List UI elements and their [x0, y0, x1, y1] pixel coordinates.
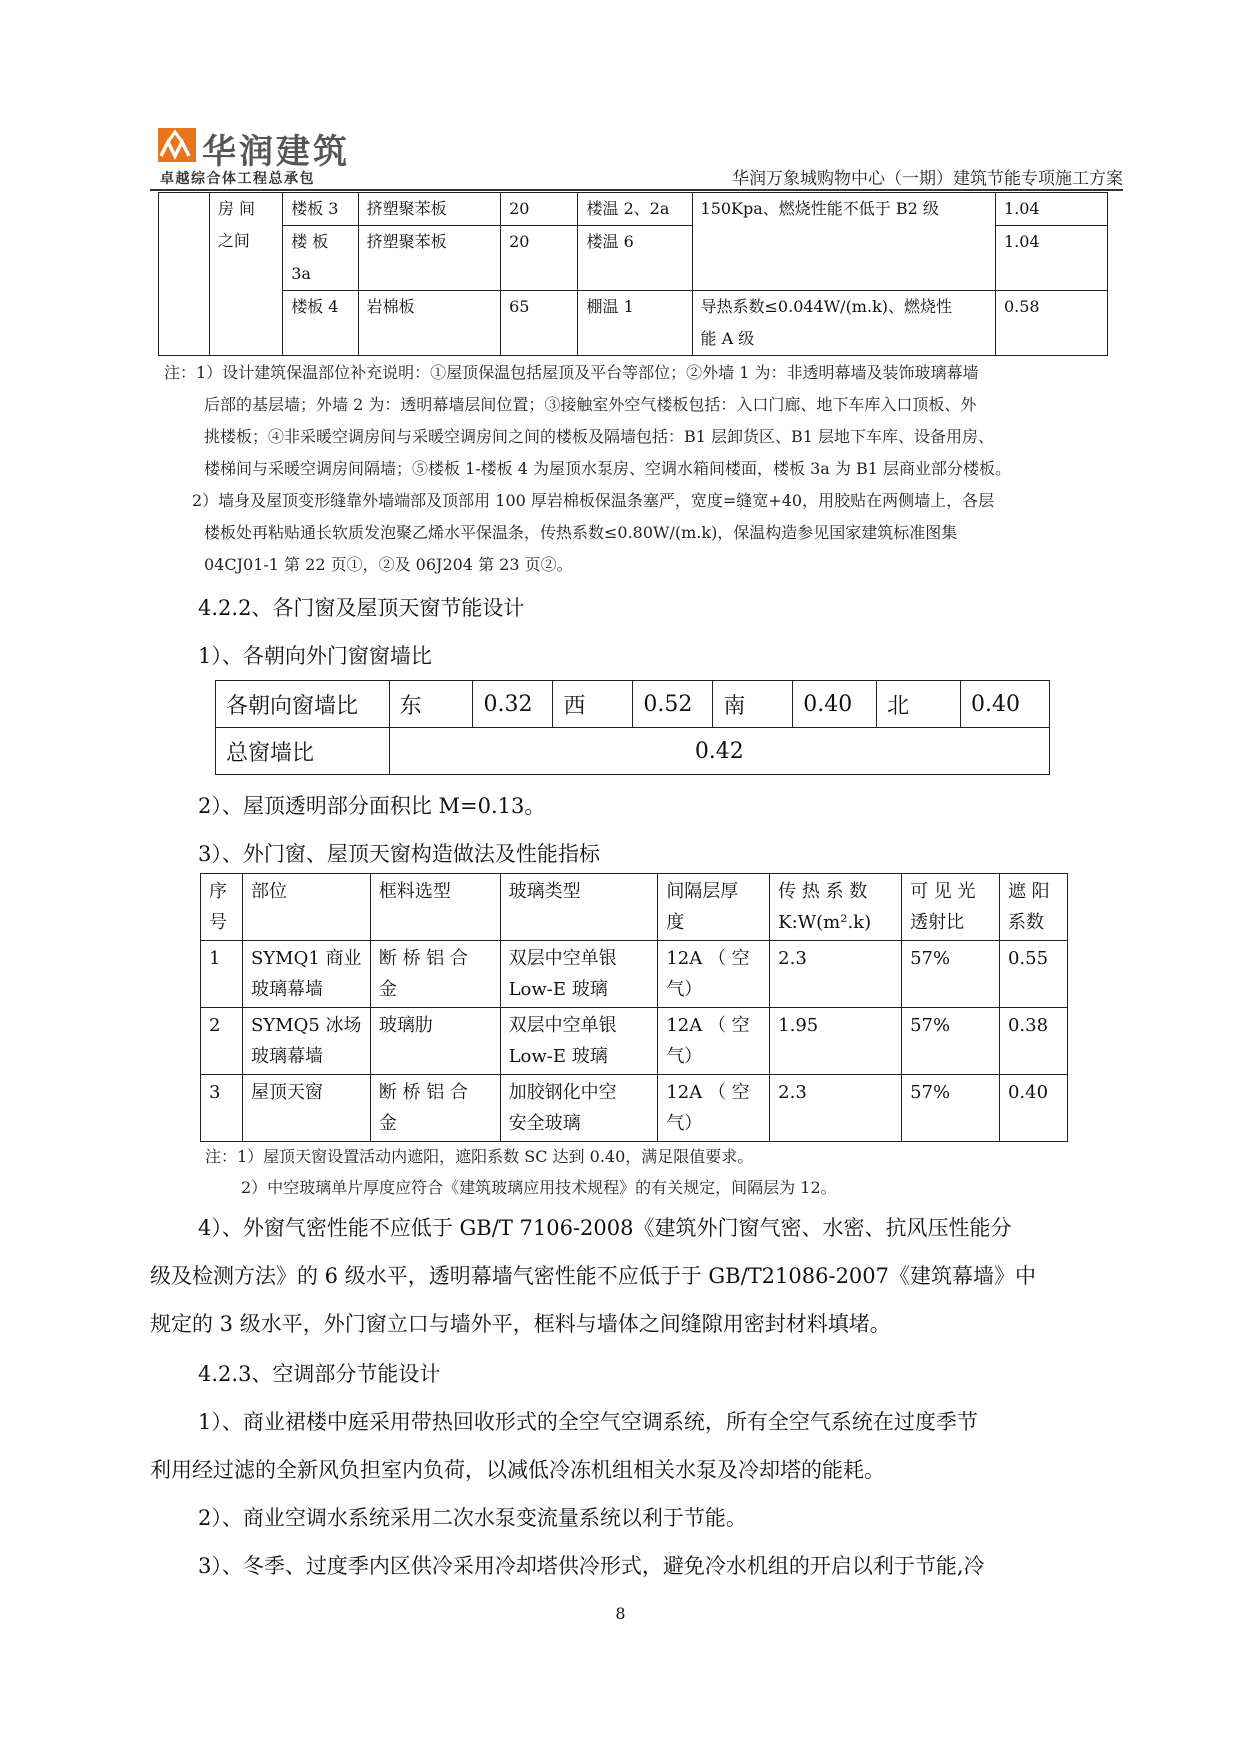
cell-text: 屋顶天窗: [250, 1082, 323, 1103]
table-row: [201, 1075, 1068, 1142]
cell-text: [379, 1041, 492, 1072]
page-number: 8: [615, 1604, 626, 1623]
cell-text: 气）: [666, 1046, 703, 1067]
table-cell: [658, 941, 770, 1008]
company-slogan: 卓越综合体工程总承包: [160, 171, 315, 187]
text-line: 规定的 3 级水平，外门窗立口与墙外平，框料与墙体之间缝隙用密封材料填堵。: [150, 1312, 891, 1336]
table-cell: 65: [501, 291, 578, 356]
cell-text: 12A （ 空: [666, 948, 750, 969]
cell-text: 气）: [666, 1113, 703, 1134]
table-row: [159, 291, 1108, 356]
table-cell: [283, 226, 358, 291]
cell-text: 玻璃肋: [378, 1015, 433, 1036]
header-text: 透射比: [910, 912, 965, 933]
table-cell: 南: [713, 681, 793, 728]
table-cell: 1: [201, 941, 243, 1008]
header-text: 间隔层厚: [666, 881, 739, 902]
note-line: 2）中空玻璃单片厚度应符合《建筑玻璃应用技术规程》的有关规定，间隔层为 12。: [241, 1178, 837, 1197]
column-header: [201, 874, 243, 941]
cell-text: 3a: [291, 264, 311, 283]
table-cell: 棚温 1: [578, 291, 692, 356]
header-text: 可 见 光: [910, 881, 976, 902]
table-cell: [242, 941, 370, 1008]
subsection-heading: 2）、屋顶透明部分面积比 M=0.13。: [198, 794, 546, 818]
column-header: 玻璃类型: [500, 874, 658, 941]
section-422: [150, 584, 1118, 680]
logo-mark-icon: [158, 128, 196, 162]
table-cell: 57%: [902, 941, 1000, 1008]
cell-text: 能 A 级: [700, 329, 755, 348]
note-line: 04CJ01-1 第 22 页①，②及 06J204 第 23 页②。: [204, 555, 573, 574]
table-row: [159, 193, 1108, 226]
cell-text: 断 桥 铝 合: [378, 1082, 469, 1103]
table-cell: 楼温 2、2a: [578, 193, 692, 226]
table-cell: 3: [201, 1075, 243, 1142]
table-cell: 0.40: [793, 681, 877, 728]
table-cell: [370, 1075, 500, 1142]
table-cell: 0.32: [473, 681, 553, 728]
text-line: 4）、外窗气密性能不应低于 GB/T 7106-2008《建筑外门窗气密、水密、抗风压性能分: [198, 1216, 1012, 1240]
cell-text: 金: [378, 1113, 397, 1134]
table-cell: 0.40: [999, 1075, 1067, 1142]
cell-text: 加胶钢化中空: [508, 1082, 617, 1103]
airtightness-paragraph: [150, 1204, 1118, 1348]
company-name: 华润建筑: [202, 132, 350, 172]
table-cell: 西: [553, 681, 633, 728]
column-header: [902, 874, 1000, 941]
table-cell: 57%: [902, 1008, 1000, 1075]
cell-text: 玻璃幕墙: [250, 979, 323, 1000]
section-422-cont: [150, 782, 1118, 878]
column-header: 框料选型: [370, 874, 500, 941]
header-text: 度: [666, 912, 685, 933]
note-line: 后部的基层墙；外墙 2 为：透明幕墙层间位置；③接触室外空气楼板包括：入口门廊、地下车库入口顶板、外: [204, 395, 977, 414]
section-423: [150, 1350, 1118, 1590]
table-cell: 楼温 6: [578, 226, 692, 291]
insulation-table: [158, 192, 1108, 356]
table-cell: 0.58: [995, 291, 1107, 356]
note-line: 挑楼板；④非采暖空调房间与采暖空调房间之间的楼板及隔墙包括：B1 层卸货区、B1 层地下车库、设备用房、: [204, 427, 995, 446]
table-cell: [658, 1075, 770, 1142]
table-cell: [500, 1008, 658, 1075]
table-cell: 岩棉板: [358, 291, 501, 356]
cell-text: 安全玻璃: [508, 1113, 581, 1134]
table-row: [201, 1008, 1068, 1075]
header-text: K:W(m².k): [778, 912, 872, 933]
cell-text: 楼 板: [291, 232, 329, 251]
table-cell: 东: [389, 681, 473, 728]
cell-text: 双层中空单银: [508, 948, 617, 969]
table-cell: 北: [877, 681, 961, 728]
cell-text: 气）: [666, 979, 703, 1000]
table-cell: 20: [501, 226, 578, 291]
note-line: 楼梯间与采暖空调房间隔墙；⑤楼板 1-楼板 4 为屋顶水泵房、空调水箱间楼面，楼板 3a 为 B1 层商业部分楼板。: [204, 459, 1012, 478]
table-cell: 1.04: [995, 193, 1107, 226]
table-cell: [658, 1008, 770, 1075]
note-line: 楼板处再粘贴通长软质发泡聚乙烯水平保温条，传热系数≤0.80W/(m.k)，保温构造参见国家建筑标准图集: [204, 523, 958, 542]
document-title: 华润万象城购物中心（一期）建筑节能专项施工方案: [732, 169, 1123, 189]
table-header-row: [201, 874, 1068, 941]
table-cell: [370, 1008, 500, 1075]
text-line: 2）、商业空调水系统采用二次水泵变流量系统以利于节能。: [198, 1506, 747, 1530]
column-header: [658, 874, 770, 941]
cell-text: 断 桥 铝 合: [378, 948, 469, 969]
table-cell: 总窗墙比: [216, 728, 390, 775]
table-cell: 1.95: [770, 1008, 902, 1075]
table-cell: 楼板 3: [283, 193, 358, 226]
cell-text: 双层中空单银: [508, 1015, 617, 1036]
section-heading: 4.2.2、各门窗及屋顶天窗节能设计: [198, 596, 525, 620]
table-cell: 20: [501, 193, 578, 226]
cell-text: 12A （ 空: [666, 1015, 750, 1036]
table-notes: [164, 357, 1124, 581]
company-logo: [158, 124, 358, 186]
table-cell: 挤塑聚苯板: [358, 193, 501, 226]
table-cell: 0.40: [961, 681, 1050, 728]
column-header: 部位: [242, 874, 370, 941]
table-cell: 挤塑聚苯板: [358, 226, 501, 291]
note-line: 注：1）设计建筑保温部位补充说明：①屋顶保温包括屋顶及平台等部位；②外墙 1 为：非透明幕墙及装饰玻璃幕墙: [164, 363, 979, 382]
header-text: 序: [209, 881, 227, 902]
cell-text: SYMQ1 商业: [250, 948, 362, 969]
table-cell: 各朝向窗墙比: [216, 681, 390, 728]
text-line: 利用经过滤的全新风负担室内负荷，以减低冷冻机组相关水泵及冷却塔的能耗。: [150, 1458, 885, 1482]
header-text: 传 热 系 数: [778, 881, 868, 902]
table-cell: [242, 1075, 370, 1142]
header-text: 遮 阳: [1007, 881, 1050, 902]
table-cell: 2: [201, 1008, 243, 1075]
table-cell: [242, 1008, 370, 1075]
cell-text: 12A （ 空: [666, 1082, 750, 1103]
header-text: 系数: [1007, 912, 1044, 933]
table-cell: 0.38: [999, 1008, 1067, 1075]
text-line: 3）、冬季、过度季内区供冷采用冷却塔供冷形式，避免冷水机组的开启以利于节能,冷: [198, 1554, 985, 1578]
cell-text: [251, 1108, 362, 1139]
table-cell: 楼板 4: [283, 291, 358, 356]
table-cell: 57%: [902, 1075, 1000, 1142]
table-cell: [500, 1075, 658, 1142]
table-cell: [159, 193, 210, 356]
text-line: 级及检测方法》的 6 级水平，透明幕墙气密性能不应低于于 GB/T21086-2007《建筑幕墙》中: [150, 1264, 1037, 1288]
table-cell: 1.04: [995, 226, 1107, 291]
table-cell: [209, 193, 282, 356]
cell-text: 导热系数≤0.044W/(m.k)、燃烧性: [700, 297, 953, 316]
subsection-heading: 3）、外门窗、屋顶天窗构造做法及性能指标: [198, 842, 600, 866]
cell-text: 金: [378, 979, 397, 1000]
table-row: [216, 681, 1050, 728]
text-line: 1）、商业裙楼中庭采用带热回收形式的全空气空调系统，所有全空气系统在过度季节: [198, 1410, 978, 1434]
note-line: 2）墙身及屋顶变形缝靠外墙端部及顶部用 100 厚岩棉板保温条塞严，宽度=缝宽+40，用胶贴在两侧墙上，各层: [192, 491, 995, 510]
table-cell: 2.3: [770, 941, 902, 1008]
column-header: [999, 874, 1067, 941]
table-row: [201, 941, 1068, 1008]
note-line: 注：1）屋顶天窗设置活动内遮阳，遮阳系数 SC 达到 0.40，满足限值要求。: [205, 1147, 754, 1166]
window-performance-table: [200, 873, 1068, 1142]
cell-text: Low-E 玻璃: [508, 1046, 608, 1067]
column-header: [770, 874, 902, 941]
table-notes: [205, 1141, 1105, 1203]
table-cell: 0.42: [389, 728, 1049, 775]
subsection-heading: 1）、各朝向外门窗窗墙比: [198, 644, 432, 668]
section-heading: 4.2.3、空调部分节能设计: [198, 1362, 441, 1386]
header-divider: [150, 189, 1123, 191]
cell-text: 玻璃幕墙: [250, 1046, 323, 1067]
table-cell: 2.3: [770, 1075, 902, 1142]
table-cell: [692, 291, 995, 356]
header-text: 号: [209, 912, 227, 933]
table-cell: [370, 941, 500, 1008]
cell-text: 之间: [217, 231, 250, 250]
table-cell: [500, 941, 658, 1008]
table-cell: 0.52: [633, 681, 713, 728]
table-row: [216, 728, 1050, 775]
window-wall-ratio-table: [215, 680, 1050, 775]
cell-text: 房 间: [217, 199, 255, 218]
cell-text: Low-E 玻璃: [508, 979, 608, 1000]
cell-text: SYMQ5 冰场: [250, 1015, 362, 1036]
table-cell: 0.55: [999, 941, 1067, 1008]
table-cell: 150Kpa、燃烧性能不低于 B2 级: [692, 193, 995, 291]
